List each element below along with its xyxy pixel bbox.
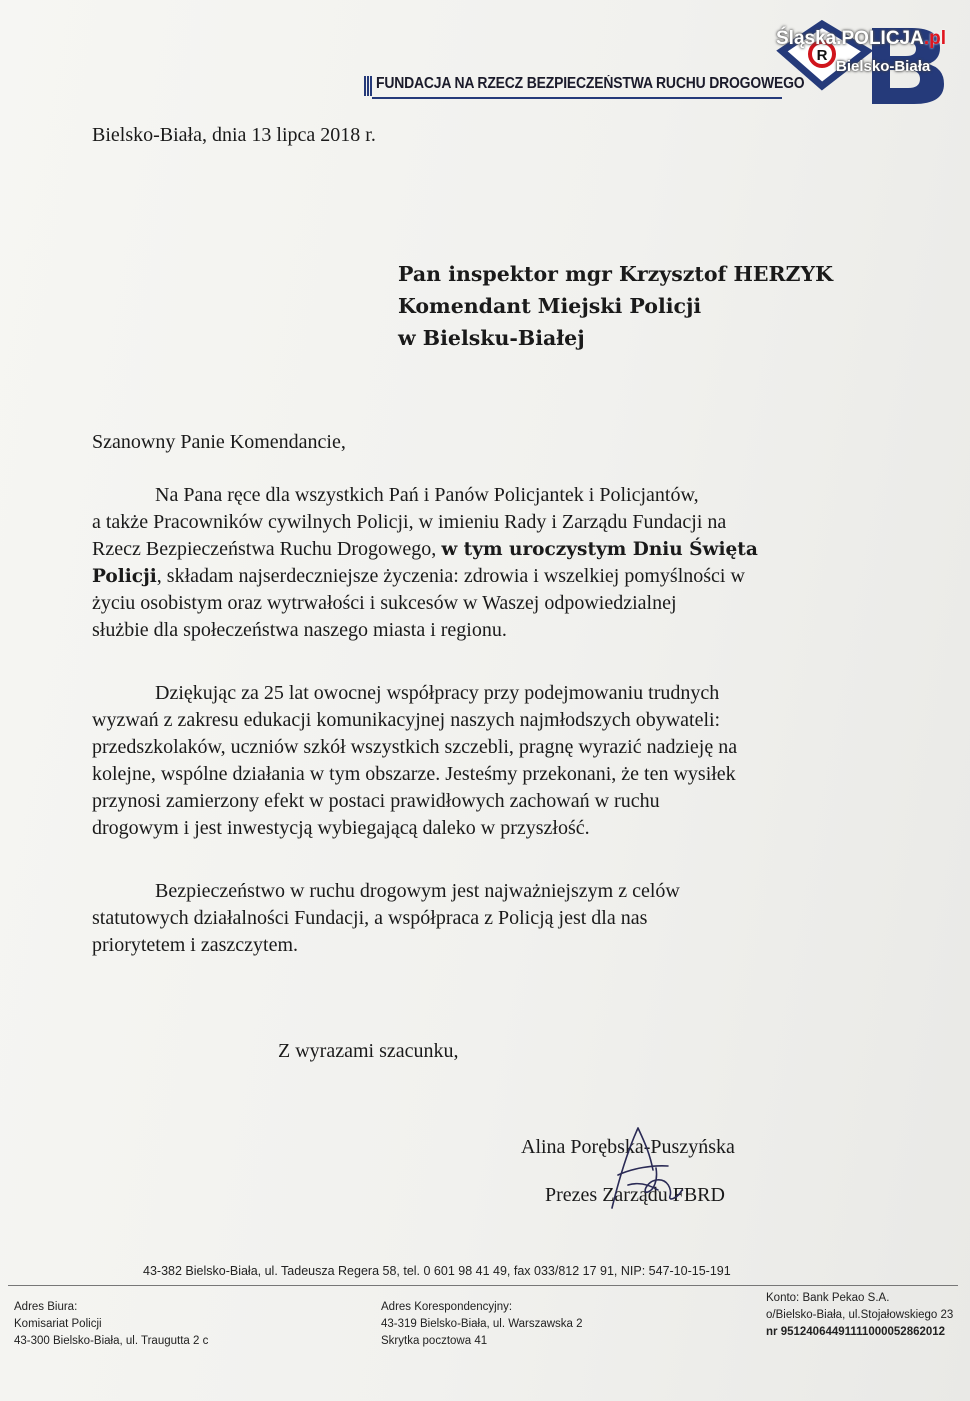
paragraph-2 [92,680,737,842]
p1-line-bold: w tym uroczystym Dniu Święta [441,539,758,560]
signatory-title: Prezes Zarządu FBRD [545,1184,725,1206]
p2-line: Dziękując za 25 lat owocnej współpracy przy podejmowaniu trudnych [155,682,720,704]
addressee-name: Pan inspektor mgr Krzysztof HERZYK [398,262,833,286]
correspondence-line: Adres Korespondencyjny: [381,1301,513,1313]
office-line: 43-300 Bielsko-Biała, ul. Traugutta 2 c [14,1335,209,1347]
handwritten-signature [598,1120,708,1215]
correspondence-line: Skrytka pocztowa 41 [381,1335,488,1347]
header-stripes [364,76,372,96]
p3-line: statutowych działalności Fundacji, a współpraca z Policją jest dla nas [92,907,648,929]
p2-line: przynosi zamierzony efekt w postaci prawidłowych zachowań w ruchu [92,790,660,812]
bank-line: o/Bielsko-Biała, ul.Stojałowskiego 23 [766,1309,954,1321]
office-line: Adres Biura: [14,1301,78,1313]
p1-line [92,536,758,563]
p2-line: przedszkolaków, uczniów szkół wszystkich szczebli, pragnę wyrazić nadzieję na [92,736,738,758]
logo-letter: R [816,47,828,64]
paragraph-3 [92,878,680,959]
watermark-site [776,28,946,50]
p2-line: wyzwań z zakresu edukacji komunikacyjnej naszych najmłodszych obywateli: [92,709,721,731]
foundation-name: FUNDACJA NA RZECZ BEZPIECZEŃSTWA RUCHU DROGOWEGO [376,75,805,92]
p1-line-bold: Policji [92,566,157,587]
watermark-main: POLICJA [841,28,924,49]
watermark-prefix: Śląska. [776,28,842,49]
p1-line: służbie dla społeczeństwa naszego miasta i regionu. [92,619,507,641]
bank-line: Konto: Bank Pekao S.A. [766,1292,890,1304]
footer-correspondence [381,1299,583,1350]
header-underline [372,97,782,99]
addressee-city: w Bielsku-Białej [398,326,585,350]
p1-line: a także Pracowników cywilnych Policji, w imieniu Rady i Zarządu Fundacji na [92,511,727,533]
p3-line: Bezpieczeństwo w ruchu drogowym jest najważniejszym z celów [155,880,680,902]
footer-divider [8,1285,958,1286]
footer-main-address: 43-382 Bielsko-Biała, ul. Tadeusza Regera 58, tel. 0 601 98 41 49, fax 033/812 17 91, NIP: 547-10-15-191 [143,1264,731,1278]
paragraph-1 [92,482,758,644]
p3-line: priorytetem i zaszczytem. [92,934,299,956]
watermark-city: Bielsko-Biała [836,58,931,75]
p1-line [92,563,758,590]
addressee-position: Komendant Miejski Policji [398,294,702,318]
correspondence-line: 43-319 Bielsko-Biała, ul. Warszawska 2 [381,1318,583,1330]
bank-account-number: nr 95124064491111000052862012 [766,1326,946,1338]
salutation: Szanowny Panie Komendancie, [92,431,346,453]
addressee-block [398,258,833,354]
footer-bank [766,1290,953,1341]
p2-line: kolejne, wspólne działania w tym obszarze. Jesteśmy przekonani, że ten wysiłek [92,763,736,785]
office-line: Komisariat Policji [14,1318,102,1330]
watermark-suffix: .pl [923,28,947,49]
p1-line-text: , składam najserdeczniejsze życzenia: zdrowia i wszelkiej pomyślności w [156,565,745,587]
closing: Z wyrazami szacunku, [278,1040,459,1062]
p2-line: drogowym i jest inwestycją wybiegającą daleko w przyszłość. [92,817,590,839]
date-line: Bielsko-Biała, dnia 13 lipca 2018 r. [92,124,376,146]
p1-line: życiu osobistym oraz wytrwałości i sukcesów w Waszej odpowiedzialnej [92,592,677,614]
p1-line: Na Pana ręce dla wszystkich Pań i Panów Policjantek i Policjantów, [155,484,699,506]
footer-office [14,1299,208,1350]
signatory-name: Alina Porębska-Puszyńska [521,1136,735,1158]
p1-line-text: Rzecz Bezpieczeństwa Ruchu Drogowego, [92,538,442,560]
